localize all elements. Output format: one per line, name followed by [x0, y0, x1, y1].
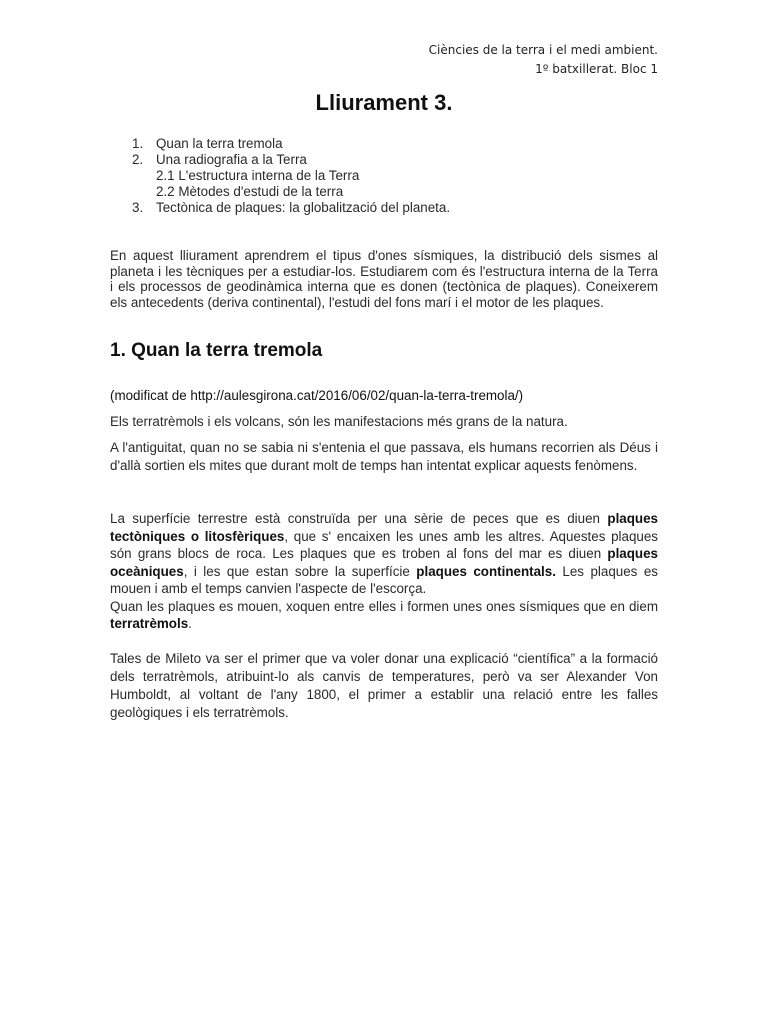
- toc-item-number: 1.: [132, 136, 144, 151]
- toc-item: [132, 152, 450, 168]
- toc-item-label: Una radiografia a la Terra: [156, 152, 307, 167]
- document-title: Lliurament 3.: [315, 90, 453, 115]
- source-note: (modificat de http://aulesgirona.cat/2016/06/02/quan-la-terra-tremola/): [110, 388, 524, 403]
- plates-text: Les plaques es mouen i amb el temps canvien l'aspecte de l'escorça.: [110, 563, 658, 596]
- paragraph-plates: [110, 510, 658, 633]
- plates-text: , que s' encaixen les unes amb les altres. Aquestes plaques són grans blocs de roca. Les plaques que es troben al fons del mar es diuen: [110, 528, 658, 561]
- toc-item-label: Tectònica de plaques: la globalització del planeta.: [156, 200, 451, 215]
- plates-term: plaques oceàniques: [110, 546, 658, 579]
- paragraph-antiquity: A l'antiguitat, quan no se sabia ni s'entenia el que passava, els humans recorrien als Déus i d'allà sortien els mites que durant molt de temps han intentat explicar aquests fenòmens.: [110, 440, 658, 473]
- plates-term: plaques tectòniques o litosfèriques: [110, 511, 658, 544]
- paragraph-history: Tales de Mileto va ser el primer que va voler donar una explicació “científica” a la formació dels terratrèmols, atribuint-lo als canvis de temperatures, però va ser Alexander Von Humboldt, al voltant de l'any 1800, el primer a establir una relació entre les falles geològiques i els terratrèmols.: [110, 651, 658, 720]
- toc-item: [132, 136, 450, 152]
- intro-paragraph: En aquest lliurament aprendrem el tipus d'ones sísmiques, la distribució dels sismes al planeta i les tècniques per a estudiar-los. Estudiarem com és l'estructura interna de la Terra i els processos de geodinàmica interna que es donen (tectònica de plaques). Coneixerem els antecedents (deriva continental), l'estudi del fons marí i el motor de les plaques.: [110, 248, 658, 310]
- toc-item-label: Quan la terra tremola: [156, 136, 283, 151]
- header-course-line: Ciències de la terra i el medi ambient.: [428, 43, 658, 57]
- toc-item-number: 2.: [132, 152, 144, 167]
- plates-text: .: [188, 616, 192, 631]
- toc-item: [132, 200, 450, 216]
- plates-term: terratrèmols: [110, 616, 189, 631]
- toc-item-number: 3.: [132, 200, 144, 215]
- toc-subitem: 2.2 Mètodes d'estudi de la terra: [156, 184, 344, 199]
- table-of-contents: [132, 136, 450, 216]
- section-heading: 1. Quan la terra tremola: [110, 340, 323, 361]
- plates-text: , i les que estan sobre la superfície: [183, 563, 417, 579]
- toc-subitem: 2.1 L'estructura interna de la Terra: [156, 168, 360, 183]
- paragraph-nature: Els terratrèmols i els volcans, són les manifestacions més grans de la natura.: [110, 414, 568, 429]
- page-header: [429, 41, 658, 79]
- plates-text: La superfície terrestre està construïda per una sèrie de peces que es diuen: [110, 511, 608, 526]
- header-level-line: 1º batxillerat. Bloc 1: [535, 62, 658, 76]
- plates-text: Quan les plaques es mouen, xoquen entre elles i formen unes ones sísmiques que en diem: [110, 598, 658, 614]
- plates-term: plaques continentals.: [416, 563, 556, 579]
